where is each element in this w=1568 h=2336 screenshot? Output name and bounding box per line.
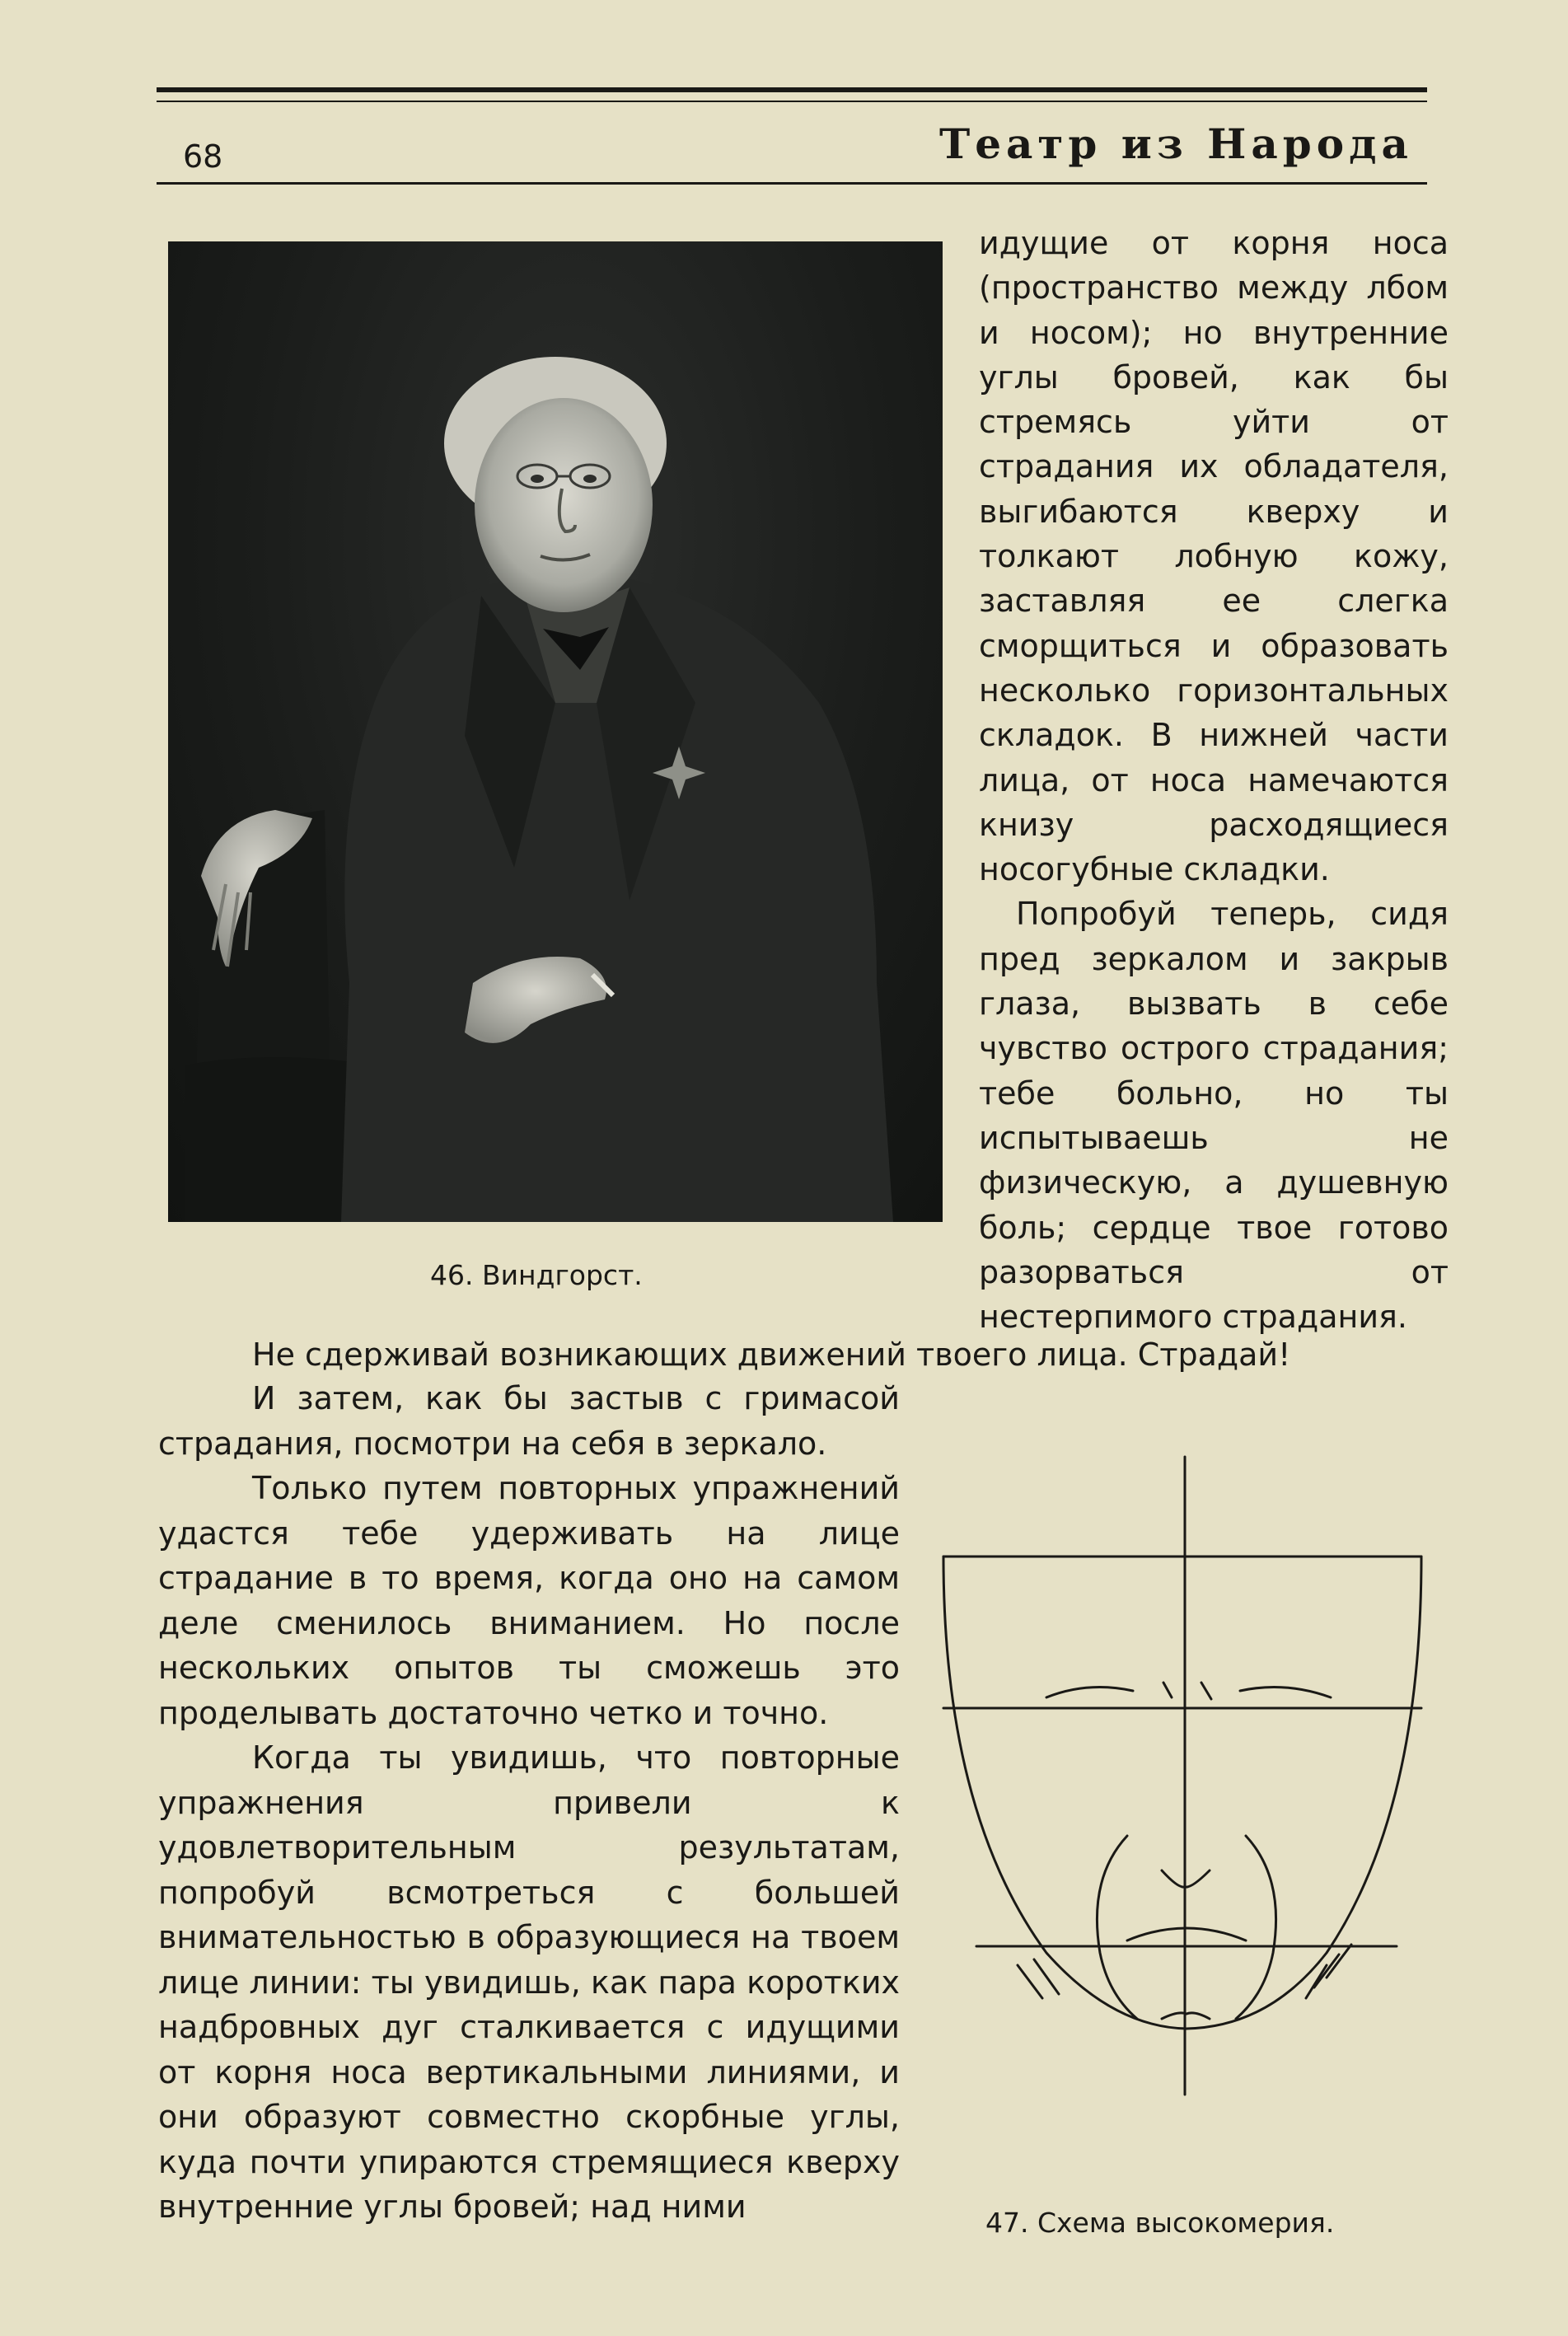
right-paragraph-1: идущие от корня носа (пространство между лбом и носом); но внутренние углы бровей, как бы стремясь уйти от страдания их обладателя, выгибаются кверху и толкают лобную кожу, заставляя ее слегка сморщиться и образовать несколько горизонтальных складок. В нижней части лица, от носа намечаются книзу расходящиеся носогубные складки. [979, 225, 1449, 888]
portrait-photo [168, 241, 943, 1222]
header-rule-bottom [157, 182, 1427, 185]
left-paragraph-3: Когда ты увидишь, что повторные упражнения привели к удовлетворительным результатам, попробуй всмотреться с большей внимательностью в образующиеся на твоем лице линии: ты увидишь, как пара коротких надбровных дуг сталкивается с идущими от корня носа вертикальными линиями, и они образуют совместно скорбные углы, куда почти упираются стремящиеся кверху внутренние углы бровей; над ними [158, 1739, 900, 2225]
figure-46-caption: 46. Виндгорст. [430, 1259, 643, 1291]
full-width-line: Не сдерживай возникающих движений твоего лица. Страдай! [252, 1337, 1291, 1373]
face-schema-illustration [939, 1450, 1434, 2109]
haughtiness-diagram [939, 1450, 1434, 2109]
portrait-illustration [168, 241, 943, 1222]
header-rule-top-thin [157, 101, 1427, 102]
right-paragraph-2: Попробуй теперь, сидя пред зеркалом и закрыв глаза, вызвать в себе чувство острого страдания; тебе больно, но ты испытываешь не физическую, а душевную боль; сердце твое готово разорваться от нестерпимого страдания. [979, 896, 1449, 1336]
figure-47-caption: 47. Схема высокомерия. [985, 2207, 1335, 2239]
header-rule-top [157, 87, 1427, 92]
left-paragraph-1: И затем, как бы застыв с гримасой страдания, посмотри на себя в зеркало. [158, 1380, 900, 1462]
left-column-text [158, 1376, 900, 2230]
page-number: 68 [183, 138, 223, 175]
left-paragraph-2: Только путем повторных упражнений удастся тебе удерживать на лице страдание в то время, когда оно на самом деле сменилось вниманием. Но после нескольких опытов ты сможешь это проделывать достаточно четко и точно. [158, 1470, 900, 1731]
right-column-text [979, 221, 1449, 1339]
running-title: Театр из Народа [939, 119, 1413, 168]
